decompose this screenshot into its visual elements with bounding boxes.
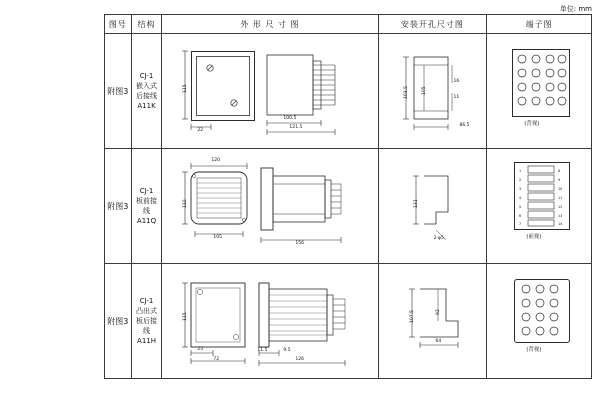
dim-121-5: 121.5: [289, 125, 303, 130]
dim-103-5: 103.5: [403, 86, 409, 99]
svg-text:4: 4: [519, 196, 522, 200]
svg-text:13: 13: [558, 214, 563, 218]
dim-86-5: 86.5: [459, 123, 470, 128]
dim-22: 22: [197, 128, 204, 133]
svg-text:1: 1: [519, 169, 522, 173]
outline-drawing-1: [163, 35, 376, 147]
terminal-holes-2: [488, 150, 592, 258]
terminal-caption: (背视): [526, 347, 542, 353]
dim-11-5: 11.5: [257, 348, 268, 353]
cell-mounting-drawing: [378, 264, 487, 379]
dim-2-phi5: 2-φ5: [433, 236, 444, 241]
svg-text:3: 3: [519, 187, 522, 191]
dim-72: 72: [213, 357, 220, 362]
mounting-drawing-1: [380, 35, 486, 147]
terminal-caption: (前视): [526, 234, 542, 240]
mounting-annotations-1: [380, 35, 488, 143]
dim-126: 126: [295, 357, 305, 362]
dim-115: 115: [183, 84, 189, 93]
dim-105: 105: [421, 86, 427, 95]
cell-structure: [131, 149, 162, 264]
dim-131: 131: [413, 199, 419, 208]
structure-desc: 板前接线: [136, 197, 158, 215]
dim-16: 16: [453, 79, 460, 84]
cell-terminal-drawing: [487, 34, 592, 149]
cell-outline-drawing: [162, 264, 378, 379]
cell-structure: [131, 34, 162, 149]
terminal-drawing-1: [488, 35, 590, 147]
cell-fig-no: 附图3: [105, 34, 132, 149]
cell-terminal-drawing: [487, 264, 592, 379]
cell-fig-no: 附图3: [105, 149, 132, 264]
svg-text:12: 12: [558, 205, 563, 209]
dim-107-5: 107.5: [409, 310, 415, 323]
dim-100-5: 100.5: [283, 116, 297, 121]
svg-text:6: 6: [519, 214, 522, 218]
structure-series: CJ-1: [139, 297, 154, 305]
dim-23: 23: [197, 347, 204, 352]
terminal-caption: (背视): [524, 121, 540, 127]
dim-110: 110: [183, 199, 189, 208]
svg-text:5: 5: [519, 205, 522, 209]
dimension-table: [104, 14, 592, 379]
dim-120: 120: [211, 158, 221, 163]
table-row: [105, 34, 592, 149]
unit-note: 单位: mm: [559, 5, 592, 13]
cell-structure: [131, 264, 162, 379]
header-outline: 外 形 尺 寸 图: [162, 15, 378, 34]
structure-code: A11Q: [136, 217, 157, 225]
terminal-drawing-3: [488, 265, 590, 377]
structure-desc: 凸出式板后接线: [136, 307, 158, 335]
header-mounting: 安装开孔尺寸图: [378, 15, 487, 34]
dim-92: 92: [435, 309, 441, 315]
structure-code: A11H: [137, 337, 157, 345]
cell-fig-no: 附图3: [105, 264, 132, 379]
svg-text:9: 9: [558, 178, 561, 182]
structure-series: CJ-1: [139, 187, 154, 195]
dim-64: 64: [435, 339, 442, 344]
mounting-annotations-2: [380, 150, 488, 258]
svg-text:11: 11: [558, 196, 563, 200]
header-structure: 结构: [131, 15, 162, 34]
structure-code: A11K: [137, 102, 156, 110]
svg-text:8: 8: [558, 169, 561, 173]
dim-9-5: 9.5: [283, 348, 291, 353]
outline-annotations-3: [163, 265, 381, 373]
cell-outline-drawing: [162, 34, 378, 149]
outline-annotations-1: [163, 35, 381, 143]
mounting-annotations-3: [380, 265, 488, 373]
outline-drawing-2: [163, 150, 376, 262]
structure-desc: 嵌入式后接线: [136, 82, 158, 100]
header-fig-no: 图号: [105, 15, 132, 34]
cell-mounting-drawing: [378, 149, 487, 264]
dim-115: 115: [183, 312, 189, 321]
table-header-row: [105, 15, 592, 34]
svg-text:10: 10: [558, 187, 563, 191]
terminal-drawing-2: [488, 150, 590, 262]
cell-mounting-drawing: [378, 34, 487, 149]
structure-series: CJ-1: [139, 72, 154, 80]
dim-105: 105: [213, 235, 223, 240]
mounting-drawing-2: [380, 150, 486, 262]
outline-drawing-3: [163, 265, 376, 377]
cell-outline-drawing: [162, 149, 378, 264]
svg-text:7: 7: [519, 222, 522, 226]
cell-terminal-drawing: [487, 149, 592, 264]
terminal-holes-3: [488, 265, 592, 373]
outline-annotations-2: [163, 150, 381, 258]
svg-text:14: 14: [558, 222, 563, 226]
dim-156: 156: [295, 241, 305, 246]
svg-text:2: 2: [519, 178, 522, 182]
dim-11: 11: [453, 95, 460, 100]
table-row: [105, 264, 592, 379]
mounting-drawing-3: [380, 265, 486, 377]
header-terminal: 端子图: [487, 15, 592, 34]
terminal-holes-1: [488, 35, 592, 143]
table-row: [105, 149, 592, 264]
